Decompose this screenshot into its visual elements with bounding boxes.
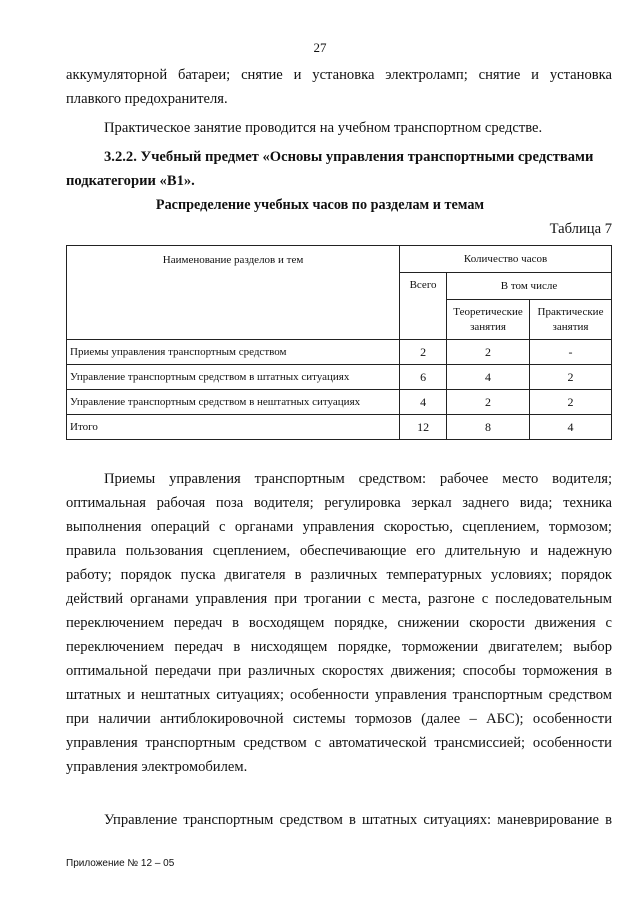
body-line: оптимальная рабочая поза водителя; регулировка зеркал заднего вида; техника: [66, 495, 612, 511]
row-total: 2: [400, 340, 447, 365]
distribution-title: Распределение учебных часов по разделам и темам: [155, 197, 485, 213]
row-practice: 2: [530, 390, 612, 415]
table-row: [67, 365, 612, 390]
body-line: управления транспортным средством с автоматической трансмиссией; особенности: [66, 735, 612, 751]
table-label: Таблица 7: [549, 221, 612, 237]
body-line: правила пользования сцеплением, обеспечивающие его длительную и надежную: [66, 543, 612, 559]
row-theory: 4: [447, 365, 530, 390]
hours-table: [66, 245, 612, 440]
practical-note-text: Практическое занятие проводится на учебном транспортном средстве.: [104, 120, 543, 136]
body-line: управления электромобилем.: [66, 759, 248, 775]
body-paragraph: [66, 467, 612, 779]
col-sections-header: Наименование разделов и тем: [67, 246, 400, 340]
practical-note: [104, 116, 612, 140]
row-practice: -: [530, 340, 612, 365]
next-paragraph-line: Управление транспортным средством в штатных ситуациях: маневрирование в: [104, 812, 612, 828]
row-theory: 8: [447, 415, 530, 440]
body-line: штатных и нештатных ситуациях; особенности управления транспортным средством: [66, 687, 612, 703]
intro-line: аккумуляторной батареи; снятие и установка электроламп; снятие и установка: [66, 67, 612, 83]
row-name: Управление транспортным средством в штатных ситуациях: [67, 365, 400, 390]
col-theory-header: Теоретические занятия: [447, 300, 530, 340]
row-name: Управление транспортным средством в нештатных ситуациях: [67, 390, 400, 415]
section-heading: [66, 145, 612, 193]
row-total: 6: [400, 365, 447, 390]
row-theory: 2: [447, 390, 530, 415]
table-row: [67, 390, 612, 415]
table-total-row: [67, 415, 612, 440]
body-line: работу; порядок пуска двигателя в различных температурных условиях; порядок: [66, 567, 612, 583]
next-paragraph: [66, 808, 612, 832]
table-row: [67, 340, 612, 365]
row-total: 12: [400, 415, 447, 440]
body-line: оптимальной передачи при различных скоростях движения; способы торможения в: [66, 663, 612, 679]
body-line: действий органами управления при трогании с места, разгоне с последовательным: [66, 591, 612, 607]
page-footer: Приложение № 12 – 05: [66, 858, 175, 869]
intro-line: плавкого предохранителя.: [66, 91, 228, 107]
page-number: 27: [313, 40, 327, 55]
col-including-header: В том числе: [447, 273, 612, 300]
row-name: Приемы управления транспортным средством: [67, 340, 400, 365]
row-total: 4: [400, 390, 447, 415]
body-line: выполнения операций с органами управления скоростью, сцеплением, тормозом;: [66, 519, 612, 535]
row-name: Итого: [67, 415, 400, 440]
section-heading-line: 3.2.2. Учебный предмет «Основы управления транспортными средствами: [104, 149, 594, 165]
row-practice: 2: [530, 365, 612, 390]
row-practice: 4: [530, 415, 612, 440]
intro-paragraph: [66, 63, 612, 111]
body-line: переключением передач в нисходящем порядке, торможении двигателем; выбор: [66, 639, 612, 655]
col-total-header: Всего: [400, 273, 447, 340]
section-heading-line: подкатегории «B1».: [66, 173, 195, 189]
col-hours-header: Количество часов: [400, 246, 612, 273]
col-practice-header: Практические занятия: [530, 300, 612, 340]
table-header-row: [67, 246, 612, 273]
body-line: Приемы управления транспортным средством: рабочее место водителя;: [104, 471, 612, 487]
body-line: переключением передач в восходящем порядке, снижении скорости движения с: [66, 615, 612, 631]
row-theory: 2: [447, 340, 530, 365]
body-line: при наличии антиблокировочной системы тормозов (далее – АБС); особенности: [66, 711, 612, 727]
